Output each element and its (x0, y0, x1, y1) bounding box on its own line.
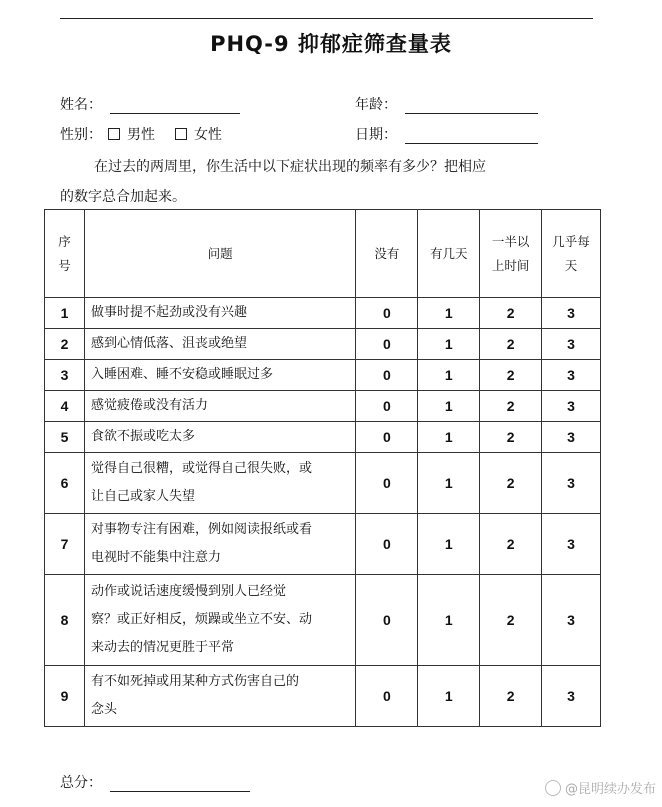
question-text (84, 453, 355, 514)
score-option-1[interactable]: 1 (418, 666, 480, 727)
question-line: 让自己或家人失望 (90, 489, 195, 504)
row-number: 6 (45, 453, 85, 514)
score-option-1[interactable]: 1 (418, 360, 480, 391)
question-text (84, 391, 355, 422)
header-nearly-every-day-line: 几乎每 (552, 233, 590, 249)
table-row (45, 453, 601, 514)
watermark-text: @昆明续办发布 (564, 782, 656, 797)
instructions-line-2: 的数字总合加起来。 (60, 189, 186, 205)
score-option-3[interactable]: 3 (542, 360, 601, 391)
header-nearly-every-day (542, 210, 601, 298)
header-more-than-half-line: 一半以 (491, 233, 530, 249)
table-body (45, 298, 601, 727)
phq9-table (44, 209, 601, 727)
score-option-0[interactable]: 0 (356, 329, 418, 360)
page-title: PHQ-9 抑郁症筛查量表 (210, 32, 452, 56)
header-several-days (418, 210, 480, 298)
name-input-line[interactable] (110, 99, 240, 114)
total-input-line[interactable] (110, 777, 250, 792)
table-row (45, 329, 601, 360)
header-question: 问题 (84, 210, 355, 298)
age-field (355, 94, 538, 114)
male-label: 男性 (127, 127, 155, 143)
date-field (355, 124, 538, 144)
question-line: 念头 (90, 702, 117, 717)
total-label: 总分： (60, 775, 102, 791)
table-row (45, 391, 601, 422)
question-line: 电视时不能集中注意力 (90, 550, 221, 565)
score-option-3[interactable]: 3 (542, 422, 601, 453)
table-row (45, 666, 601, 727)
row-number: 2 (45, 329, 85, 360)
score-option-2[interactable]: 2 (480, 391, 542, 422)
header-nearly-every-day-line: 天 (564, 257, 578, 273)
score-option-3[interactable]: 3 (542, 391, 601, 422)
name-field (60, 94, 240, 114)
question-text (84, 298, 355, 329)
gender-option-male[interactable] (108, 124, 155, 144)
header-index (45, 210, 85, 298)
male-checkbox[interactable] (108, 128, 120, 140)
instructions-line-1: 在过去的两周里，你生活中以下症状出现的频率有多少？把相应 (94, 159, 486, 175)
gender-option-female[interactable] (175, 124, 222, 144)
total-score-field (60, 772, 250, 792)
question-line: 对事物专注有困难，例如阅读报纸或看 (90, 522, 312, 537)
question-line: 来动去的情况更胜于平常 (90, 640, 234, 655)
score-option-2[interactable]: 2 (480, 453, 542, 514)
date-label: 日期： (355, 127, 397, 143)
score-option-1[interactable]: 1 (418, 453, 480, 514)
score-option-3[interactable]: 3 (542, 298, 601, 329)
score-option-2[interactable]: 2 (480, 514, 542, 575)
row-number: 4 (45, 391, 85, 422)
row-number: 7 (45, 514, 85, 575)
score-option-3[interactable]: 3 (542, 453, 601, 514)
score-option-2[interactable]: 2 (480, 575, 542, 666)
age-label: 年龄： (355, 97, 397, 113)
question-line: 有不如死掉或用某种方式伤害自己的 (90, 674, 299, 689)
score-option-1[interactable]: 1 (418, 514, 480, 575)
row-number: 5 (45, 422, 85, 453)
name-label: 姓名： (60, 97, 102, 113)
header-none-line: 没有 (374, 245, 400, 261)
score-option-1[interactable]: 1 (418, 575, 480, 666)
question-line: 感觉疲倦或没有活力 (90, 398, 208, 413)
score-option-0[interactable]: 0 (356, 666, 418, 727)
score-option-3[interactable]: 3 (542, 514, 601, 575)
score-option-0[interactable]: 0 (356, 422, 418, 453)
header-none (356, 210, 418, 298)
gender-field (60, 124, 228, 144)
score-option-0[interactable]: 0 (356, 360, 418, 391)
score-option-0[interactable]: 0 (356, 298, 418, 329)
header-more-than-half-line: 上时间 (491, 257, 530, 273)
score-option-2[interactable]: 2 (480, 360, 542, 391)
watermark (545, 778, 656, 797)
score-option-0[interactable]: 0 (356, 514, 418, 575)
header-more-than-half (480, 210, 542, 298)
question-line: 察？或正好相反，烦躁或坐立不安、动 (90, 612, 312, 627)
question-line: 入睡困难、睡不安稳或睡眠过多 (90, 367, 273, 382)
score-option-1[interactable]: 1 (418, 422, 480, 453)
top-rule (60, 18, 593, 19)
score-option-3[interactable]: 3 (542, 329, 601, 360)
table-row (45, 514, 601, 575)
header-several-days-line: 有几天 (429, 245, 468, 261)
question-line: 做事时提不起劲或没有兴趣 (90, 305, 247, 320)
table-row (45, 422, 601, 453)
row-number: 8 (45, 575, 85, 666)
table-row (45, 298, 601, 329)
score-option-0[interactable]: 0 (356, 453, 418, 514)
score-option-1[interactable]: 1 (418, 391, 480, 422)
question-text (84, 360, 355, 391)
score-option-0[interactable]: 0 (356, 575, 418, 666)
question-text (84, 329, 355, 360)
header-index-line: 序 (58, 233, 71, 249)
score-option-1[interactable]: 1 (418, 329, 480, 360)
table-header-row (45, 210, 601, 298)
question-line: 感到心情低落、沮丧或绝望 (90, 336, 247, 351)
female-checkbox[interactable] (175, 128, 187, 140)
question-line: 食欲不振或吃太多 (90, 429, 195, 444)
instructions (60, 152, 600, 212)
row-number: 1 (45, 298, 85, 329)
table-row (45, 575, 601, 666)
score-option-2[interactable]: 2 (480, 666, 542, 727)
question-line: 动作或说话速度缓慢到别人已经觉 (90, 584, 286, 599)
question-line: 觉得自己很糟，或觉得自己很失败，或 (90, 461, 312, 476)
question-text (84, 666, 355, 727)
date-input-line[interactable] (405, 129, 538, 144)
question-text (84, 575, 355, 666)
score-option-1[interactable]: 1 (418, 298, 480, 329)
weibo-icon (545, 780, 561, 796)
score-option-0[interactable]: 0 (356, 391, 418, 422)
row-number: 9 (45, 666, 85, 727)
question-text (84, 422, 355, 453)
score-option-2[interactable]: 2 (480, 422, 542, 453)
header-index-line: 号 (58, 257, 71, 273)
score-option-3[interactable]: 3 (542, 666, 601, 727)
score-option-2[interactable]: 2 (480, 298, 542, 329)
gender-label: 性别： (60, 127, 102, 143)
score-option-2[interactable]: 2 (480, 329, 542, 360)
row-number: 3 (45, 360, 85, 391)
age-input-line[interactable] (405, 99, 538, 114)
question-text (84, 514, 355, 575)
score-option-3[interactable]: 3 (542, 575, 601, 666)
table-row (45, 360, 601, 391)
female-label: 女性 (194, 127, 222, 143)
